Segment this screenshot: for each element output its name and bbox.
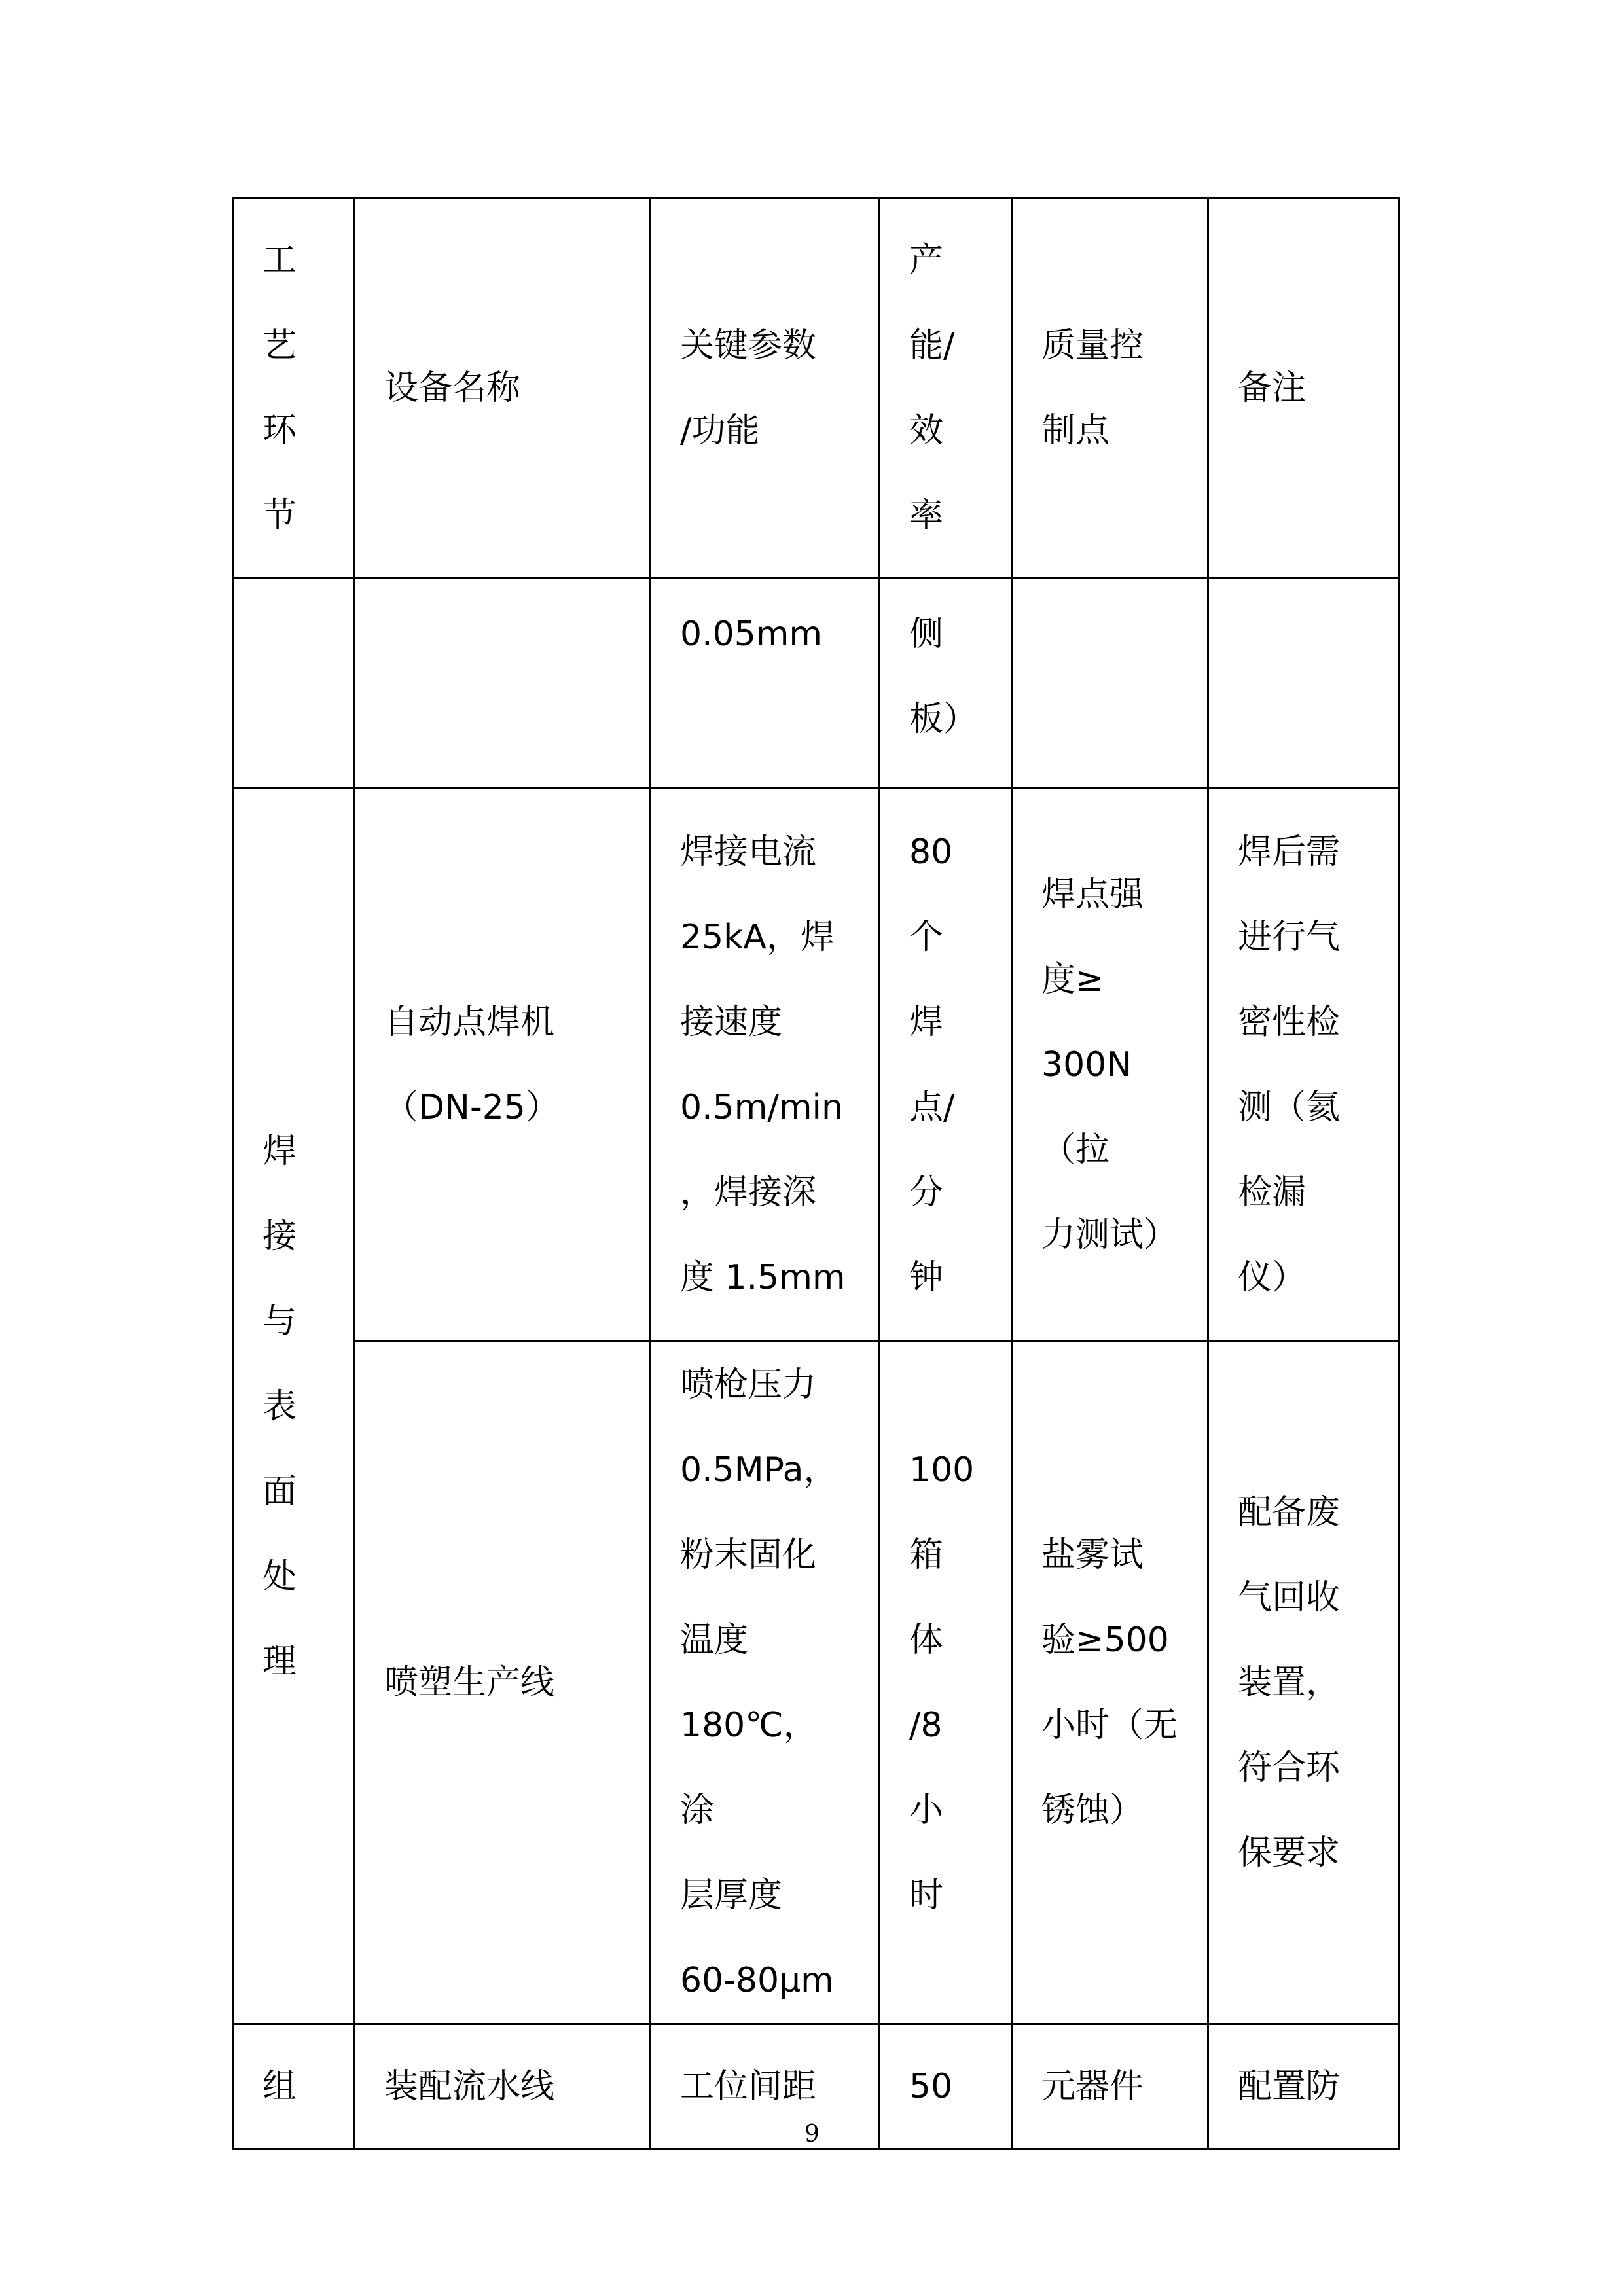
table-cell: 焊后需 进行气 密性检 测（氦 检漏 仪） bbox=[1208, 789, 1399, 1342]
table-cell: 50 bbox=[880, 2024, 1012, 2149]
table-cell: 100 箱 体 /8 小 时 bbox=[880, 1342, 1012, 2024]
table-cell bbox=[233, 578, 355, 789]
header-cell-capacity: 产 能/ 效 率 bbox=[880, 198, 1012, 578]
table-cell bbox=[355, 578, 651, 789]
table-cell: 组 bbox=[233, 2024, 355, 2149]
table-cell: 焊点强 度≥ 300N（拉 力测试） bbox=[1012, 789, 1208, 1342]
header-cell-equipment: 设备名称 bbox=[355, 198, 651, 578]
table-cell: 侧 板） bbox=[880, 578, 1012, 789]
page-number: 9 bbox=[804, 2121, 820, 2147]
table-row bbox=[233, 1342, 1399, 2024]
table-header-row bbox=[233, 198, 1399, 578]
table-cell: 配备废 气回收 装置， 符合环 保要求 bbox=[1208, 1342, 1399, 2024]
table-row bbox=[233, 789, 1399, 1342]
table-row bbox=[233, 578, 1399, 789]
header-cell-params: 关键参数 /功能 bbox=[651, 198, 880, 578]
header-cell-quality: 质量控 制点 bbox=[1012, 198, 1208, 578]
table-cell: 焊接电流 25kA，焊 接速度 0.5m/min ，焊接深 度 1.5mm bbox=[651, 789, 880, 1342]
equipment-spec-table bbox=[232, 197, 1400, 2150]
table-cell: 80 个 焊 点/ 分 钟 bbox=[880, 789, 1012, 1342]
table-cell: 盐雾试 验≥500 小时（无 锈蚀） bbox=[1012, 1342, 1208, 2024]
process-cell-welding: 焊 接 与 表 面 处 理 bbox=[233, 789, 355, 2024]
header-cell-process: 工 艺 环 节 bbox=[233, 198, 355, 578]
table-cell: 工位间距 bbox=[651, 2024, 880, 2149]
table-cell: 喷塑生产线 bbox=[355, 1342, 651, 2024]
table-cell: 配置防 bbox=[1208, 2024, 1399, 2149]
table-cell: 自动点焊机 （DN-25） bbox=[355, 789, 651, 1342]
table-cell: 元器件 bbox=[1012, 2024, 1208, 2149]
table-cell bbox=[1012, 578, 1208, 789]
table-cell: 装配流水线 bbox=[355, 2024, 651, 2149]
table-cell bbox=[1208, 578, 1399, 789]
header-cell-remarks: 备注 bbox=[1208, 198, 1399, 578]
table-cell: 喷枪压力 0.5MPa， 粉末固化 温度 180℃，涂 层厚度 60-80μm bbox=[651, 1342, 880, 2024]
table-cell: 0.05mm bbox=[651, 578, 880, 789]
